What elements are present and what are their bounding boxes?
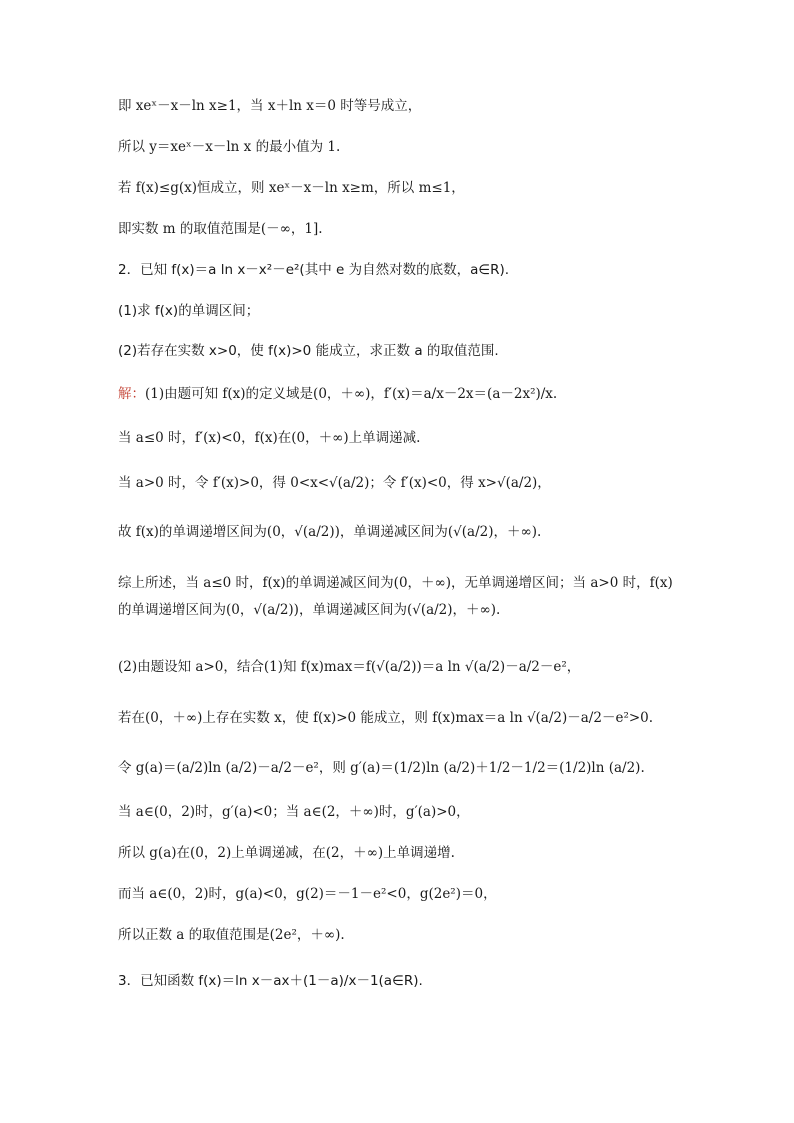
question-3-statement: 3．已知函数 f(x)＝ln x－ax＋(1－a)/x－1(a∈R).: [118, 973, 423, 989]
text-line: 故 f(x)的单调递增区间为(0，√(a/2))，单调递减区间为(√(a/2)，＋∞).: [118, 524, 542, 540]
text-line: 而当 a∈(0，2)时，g(a)<0，g(2)＝－1－e²<0，g(2e²)＝0，: [118, 886, 497, 902]
text-line: 若在(0，＋∞)上存在实数 x，使 f(x)>0 能成立，则 f(x)max＝a ln √(a/2)－a/2－e²>0.: [118, 710, 654, 726]
text-line: 即实数 m 的取值范围是(－∞，1].: [118, 221, 323, 237]
text-line: (2)由题设知 a>0，结合(1)知 f(x)max＝f(√(a/2))＝a ln √(a/2)－a/2－e²，: [118, 659, 581, 675]
question-2-statement: 2．已知 f(x)＝a ln x－x²－e²(其中 e 为自然对数的底数，a∈R).: [118, 262, 510, 278]
text-line: 所以正数 a 的取值范围是(2e²，＋∞).: [118, 927, 345, 943]
solution-text: (1)由题可知 f(x)的定义域是(0，＋∞)，f′(x)＝a/x－2x＝(a－2x²)/x.: [145, 386, 558, 402]
question-2-part-1: (1)求 f(x)的单调区间；: [118, 303, 260, 319]
text-line: 所以 g(a)在(0，2)上单调递减，在(2，＋∞)上单调递增.: [118, 845, 455, 861]
text-line: 所以 y＝xeˣ－x－ln x 的最小值为 1.: [118, 139, 341, 155]
text-line: 当 a>0 时，令 f′(x)>0，得 0<x<√(a/2)；令 f′(x)<0，得 x>√(a/2)，: [118, 475, 551, 491]
text-line: 即 xeˣ－x－ln x≥1，当 x＋ln x＝0 时等号成立，: [118, 98, 422, 114]
text-line: 若 f(x)≤g(x)恒成立，则 xeˣ－x－ln x≥m，所以 m≤1，: [118, 180, 465, 196]
solution-line: [118, 384, 684, 404]
question-2-part-2: (2)若存在实数 x>0，使 f(x)>0 能成立，求正数 a 的取值范围.: [118, 343, 499, 359]
text-paragraph: 综上所述，当 a≤0 时，f(x)的单调递减区间为(0，＋∞)，无单调递增区间；当 a>0 时，f(x)的单调递增区间为(0，√(a/2))，单调递减区间为(√(a/2)，＋∞).: [118, 575, 673, 618]
text-line: 当 a≤0 时，f′(x)<0，f(x)在(0，＋∞)上单调递减.: [118, 430, 421, 446]
text-line: 当 a∈(0，2)时，g′(a)<0；当 a∈(2，＋∞)时，g′(a)>0，: [118, 804, 470, 820]
solution-label: 解：: [118, 386, 145, 402]
text-line: 令 g(a)＝(a/2)ln (a/2)－a/2－e²，则 g′(a)＝(1/2)ln (a/2)＋1/2－1/2＝(1/2)ln (a/2).: [118, 760, 645, 776]
